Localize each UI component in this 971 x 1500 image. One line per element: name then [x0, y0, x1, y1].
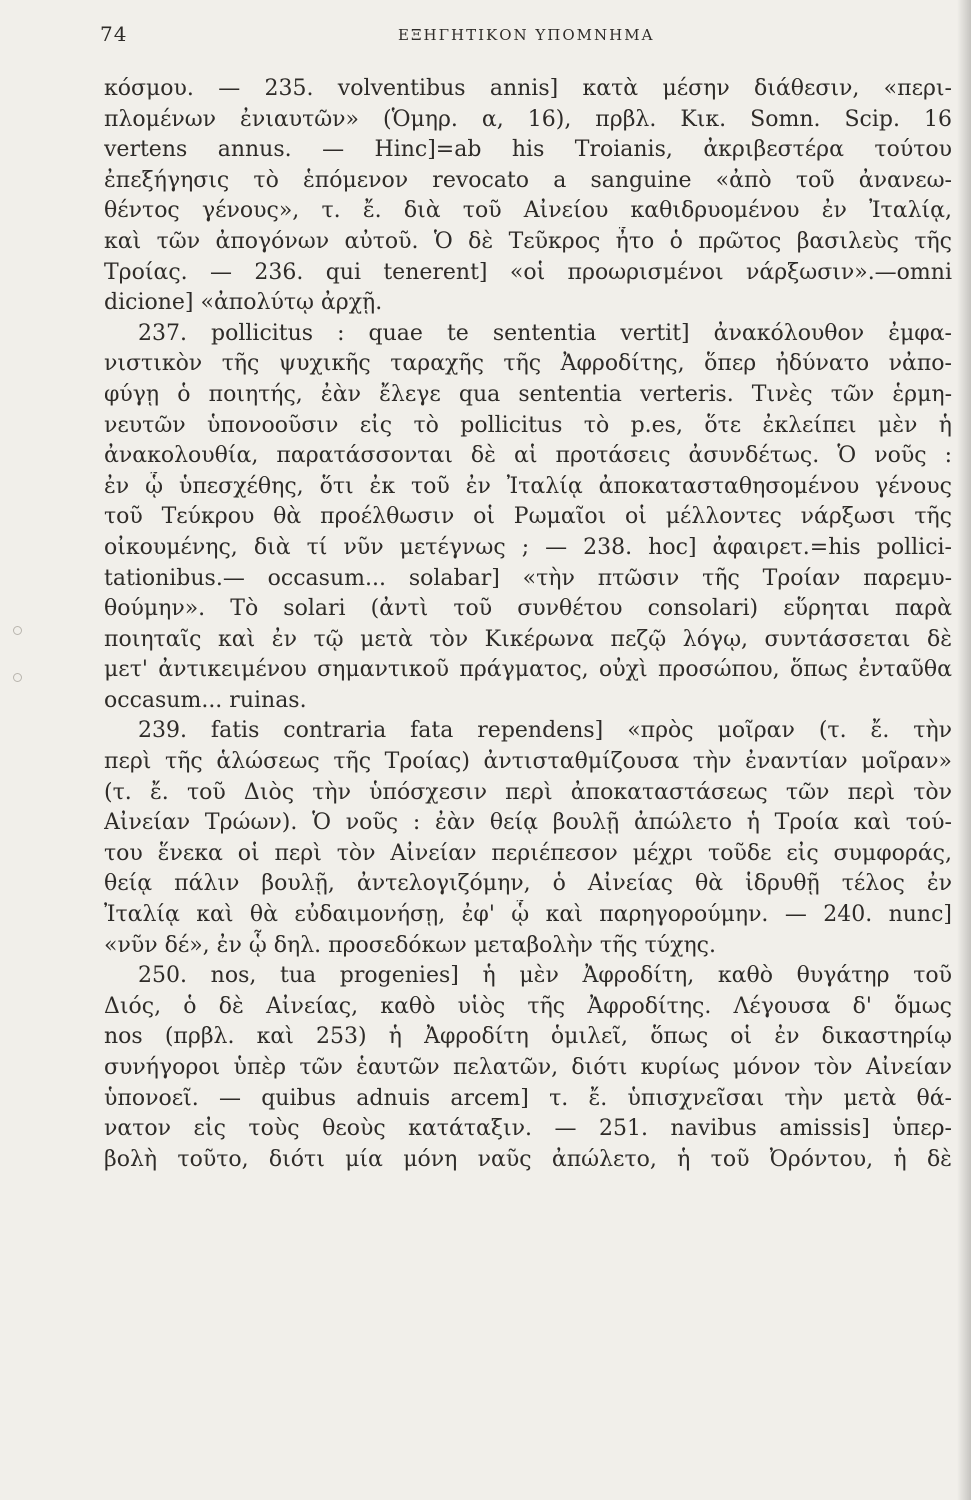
commentary-text: [104, 74, 952, 1175]
page-number: 74: [100, 22, 128, 46]
text-line: νιστικὸν τῆς ψυχικῆς ταραχῆς τῆς Ἀφροδίτης, ὅπερ ἠδύνατο νἀπο-: [104, 351, 952, 377]
text-line: tationibus.— occasum... solabar] «τὴν πτῶσιν τῆς Τροίαν παρεμυ-: [104, 565, 952, 591]
text-line: ἀνακολουθία, παρατάσσονται δὲ αἱ προτάσεις ἀσυνδέτως. Ὁ νοῦς :: [104, 443, 952, 469]
text-line: ποιηταῖς καὶ ἐν τῷ μετὰ τὸν Κικέρωνα πεζῷ λόγῳ, συντάσσεται δὲ: [104, 626, 952, 652]
text-line: ὑπονοεῖ. — quibus adnuis arcem] τ. ἔ. ὑπισχνεῖσαι τὴν μετὰ θά-: [104, 1085, 952, 1111]
text-line: (τ. ἔ. τοῦ Διὸς τὴν ὑπόσχεσιν περὶ ἀποκαταστάσεως τῶν περὶ τὸν: [104, 779, 952, 805]
text-line: nos (πρβλ. καὶ 253) ἡ Ἀφροδίτη ὁμιλεῖ, ὅπως οἱ ἐν δικαστηρίῳ: [104, 1024, 952, 1050]
text-line: βολὴ τοῦτο, διότι μία μόνη ναῦς ἀπώλετο, ἡ τοῦ Ὀρόντου, ἡ δὲ: [104, 1146, 952, 1172]
text-line: 250. nos, tua progenies] ἡ μὲν Ἀφροδίτη, καθὸ θυγάτηρ τοῦ: [138, 963, 952, 989]
text-line: νατον εἰς τοὺς θεοὺς κατάταξιν. — 251. navibus amissis] ὑπερ-: [104, 1116, 952, 1142]
text-line: καὶ τῶν ἀπογόνων αὐτοῦ. Ὁ δὲ Τεῦκρος ἦτο ὁ πρῶτος βασιλεὺς τῆς: [104, 228, 952, 254]
text-line: ἐν ᾧ ὑπεσχέθης, ὅτι ἐκ τοῦ ἐν Ἰταλίᾳ ἀποκατασταθησομένου γένους: [104, 473, 952, 499]
text-line: μετ' ἀντικειμένου σημαντικοῦ πράγματος, οὐχὶ προσώπου, ὅπως ἐνταῦθα: [104, 657, 952, 683]
running-head: ΕΞΗΓΗΤΙΚΟΝ ΥΠΟΜΝΗΜΑ: [398, 26, 655, 44]
text-line: περὶ τῆς ἁλώσεως τῆς Τροίας) ἀντισταθμίζουσα τὴν ἐναντίαν μοῖραν»: [104, 749, 952, 775]
text-line: θέντος γένους», τ. ἔ. διὰ τοῦ Αἰνείου καθιδρυομένου ἐν Ἰταλίᾳ,: [104, 198, 952, 224]
margin-dot: [13, 626, 22, 635]
text-line: dicione] «ἀπολύτῳ ἀρχῇ.: [104, 290, 383, 316]
text-line: κόσμου. — 235. volventibus annis] κατὰ μέσην διάθεσιν, «περι-: [104, 76, 952, 101]
text-line: Τροίας. — 236. qui tenerent] «οἱ προωρισμένοι νάρξωσιν».—omni: [104, 259, 952, 285]
text-line: τοῦ Τεύκρου θὰ προέλθωσιν οἱ Ρωμαῖοι οἱ μέλλοντες νάρξωσι τῆς: [104, 504, 952, 530]
text-line: Αἰνείαν Τρώων). Ὁ νοῦς : ἐὰν θείᾳ βουλῇ ἀπώλετο ἡ Τροία καὶ τού-: [104, 810, 952, 836]
margin-dot: [13, 673, 22, 682]
text-line: 239. fatis contraria fata rependens] «πρὸς μοῖραν (τ. ἔ. τὴν: [138, 718, 952, 744]
text-line: «νῦν δέ», ἐν ᾧ δηλ. προσεδόκων μεταβολὴν τῆς τύχης.: [104, 932, 716, 958]
text-line: νευτῶν ὑπονοοῦσιν εἰς τὸ pollicitus τὸ p.es, ὅτε ἐκλείπει μὲν ἡ: [104, 412, 952, 438]
text-line: φύγῃ ὁ ποιητής, ἐὰν ἔλεγε qua sententia verteris. Τινὲς τῶν ἑρμη-: [104, 381, 952, 407]
text-line: θούμην». Τὸ solari (ἀντὶ τοῦ συνθέτου consolari) εὕρηται παρὰ: [104, 596, 952, 622]
page-edge-shadow: [957, 0, 971, 1500]
text-line: του ἕνεκα οἱ περὶ τὸν Αἰνείαν περιέπεσον μέχρι τοῦδε εἰς συμφοράς,: [104, 840, 952, 866]
text-line: οἰκουμένης, διὰ τί νῦν μετέγνως ; — 238. hoc] ἀφαιρετ.=his pollici-: [104, 534, 952, 560]
text-line: Ἰταλίᾳ καὶ θὰ εὐδαιμονήσῃ, ἐφ' ᾧ καὶ παρηγορούμην. — 240. nunc]: [104, 902, 952, 928]
text-line: θείᾳ πάλιν βουλῇ, ἀντελογιζόμην, ὁ Αἰνείας θὰ ἱδρυθῇ τέλος ἐν: [104, 871, 952, 897]
text-line: occasum... ruinas.: [104, 687, 307, 713]
text-line: πλομένων ἐνιαυτῶν» (Ὁμηρ. α, 16), πρβλ. Κικ. Somn. Scip. 16: [104, 106, 952, 132]
text-line: ἐπεξήγησις τὸ ἑπόμενον revocato a sanguine «ἀπὸ τοῦ ἀνανεω-: [104, 167, 952, 193]
text-line: 237. pollicitus : quae te sententia vertit] ἀνακόλουθον ἐμφα-: [138, 320, 952, 346]
text-line: Διός, ὁ δὲ Αἰνείας, καθὸ υἱὸς τῆς Ἀφροδίτης. Λέγουσα δ' ὅμως: [104, 993, 952, 1019]
text-line: συνήγοροι ὑπὲρ τῶν ἑαυτῶν πελατῶν, διότι κυρίως μόνον τὸν Αἰνείαν: [104, 1055, 952, 1080]
text-line: vertens annus. — Hinc]=ab his Troianis, ἀκριβεστέρα τούτου: [104, 137, 952, 163]
